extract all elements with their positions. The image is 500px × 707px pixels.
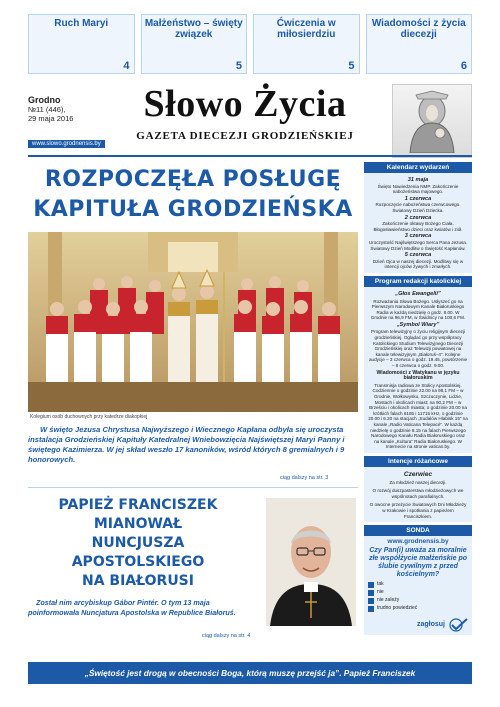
- event-text: Dzień Ojca w naszej diecezji. Modlitwy się w intencji ojców żywych i zmarłych.: [372, 258, 464, 270]
- radio-text: Transmisja radiowa ze Stolicy Apostolskiej. Codziennie o godzinie 22.00 na 98,1 FM – w Grodnie, Wołkowysku, Szczuczynie, Lidzie, Mostach i okolicach miast; na 90,2 FM – w Brześciu i okolicach miasta; o godzinie 20.00 na krótkich falach 6185 i 11715 kHz, o godzinie 20.00 i 6.20 na stacjach „Sudalów Hlabisk 15” na kanale „Radio Vaticana Telepacé”. W każdą niedzielę o godzinie 8.15 na falach Pierwszego Narodowego Kanału Radia Białoruskiego oraz na kanale „Kultura” Radia Białoruskiego. W Internecie na stronie vatican.by.: [368, 382, 468, 450]
- event-date: 5 czerwca: [404, 252, 432, 259]
- teaser-title: Ćwiczenia w miłosierdziu: [276, 18, 336, 40]
- teaser-cwiczenia[interactable]: [253, 14, 360, 74]
- sonda-question: Czy Pan(i) uważa za moralnie złe współżycie małżeńskie po ślubie cywilnym z przed kościelnym?: [368, 546, 468, 578]
- continued-link[interactable]: ciąg dalszy na str. 3: [280, 475, 329, 481]
- teaser-page-number: 5: [235, 60, 242, 72]
- checkbox-icon[interactable]: [368, 598, 374, 604]
- photo-caption: Kolegium osób duchownych przy katedrze diakopkiej: [30, 414, 148, 420]
- program-text: Program telewizyjny o życiu religijnym diecezji grodzieńskiej. Oglądać go przy współpracy Katolickiego Studium Telewizyjnego Diecezji Grodzieńskiej oraz Telewizji powiatowej na kanale telewizyjnym „Białoruś–4”. Kolejne audycje – 3 czerwca o godz. 19.45, powtórzenie – 8 czerwca o godz. 9.00.: [368, 329, 468, 369]
- event-date: 31 maja: [407, 177, 429, 183]
- teaser-title: Ruch Maryi: [54, 18, 109, 29]
- program-header: Program redakcji katolickiej: [364, 276, 472, 287]
- event-text: Uroczystość Najświętszego Serca Pana Jezusa. Światowy Dzień Modlitw o Świętość Kapłanów.: [368, 239, 468, 251]
- event-text: Święto Nawiedzenia NMP. Zakończenie nabożeństwa majowego.: [377, 183, 459, 195]
- intentions-header: Intencje różańcowe: [364, 456, 472, 467]
- program-name: „Symbol Wiary”: [396, 321, 440, 328]
- sonda-option-label: nie: [377, 588, 384, 595]
- checkbox-icon[interactable]: [368, 582, 374, 588]
- header-divider: [28, 155, 472, 157]
- second-headline-line: NA BIAŁORUSI: [82, 573, 194, 589]
- teaser-bar: [28, 14, 472, 74]
- radio-title: Wiadomości z Watykanu w języku białoruskim: [376, 369, 460, 382]
- program-text: Rozważania Słowa Bożego. Usłyszeć go na Pierwszym Narodowym Kanale Białoruskiego Radia w każdą niedzielę o godz. 8.00. W Grodnie na 96,9 FM, w Świdnicy na 100,6 FM.: [370, 298, 466, 321]
- article-divider: [28, 487, 358, 488]
- intention-item: O rozwój duszpasterstwa młodzieżowych we wspólnotach parafialnych.: [372, 488, 464, 499]
- second-body-text: Został nim arcybiskup Gábor Pintér. O tym 13 maja poinformowała Nuncjatura Apostolska w Republice Białoruś.: [28, 598, 236, 617]
- teaser-ruch-maryi[interactable]: [28, 14, 135, 74]
- pope-quote: „Świętość jest drogą w obecności Boga, którą muszę przejść ja”. Papież Franciszek: [28, 662, 472, 684]
- teaser-wiadomosci[interactable]: [366, 14, 473, 74]
- madonna-icon: [392, 84, 472, 158]
- sonda-option[interactable]: [368, 590, 468, 596]
- second-headline-line: NUNCJUSZA APOSTOLSKIEGO: [71, 535, 205, 570]
- main-headline-line: KAPITUŁA GRODZIEŃSKA: [33, 197, 353, 222]
- clergy-group-photo: [28, 232, 358, 412]
- teaser-page-number: 4: [123, 60, 130, 72]
- sonda-site-link[interactable]: www.grodnensis.by: [387, 538, 449, 546]
- teaser-malzenstwo[interactable]: [141, 14, 248, 74]
- checkmark-icon: [448, 618, 468, 632]
- calendar-header: Kalendarz wydarzeń: [364, 162, 472, 173]
- main-lead-text: W święto Jezusa Chrystusa Najwyższego i Wiecznego Kapłana odbyła się uroczysta instalacja Grodzieńskiej Kapituły Katedralnej Wniebowzięcia Najświętszej Maryi Panny i świętego Kazimierza. W jej skład weszło 17 kanoników, wśród których 8 gremialnych i 9 honorowych.: [28, 425, 345, 464]
- teaser-page-number: 5: [348, 60, 355, 72]
- intention-item: Za młodzież naszej diecezji.: [389, 479, 447, 485]
- vote-button[interactable]: [368, 618, 468, 632]
- second-headline: [28, 496, 248, 591]
- sonda-option-label: trudno powiedzieć: [377, 604, 418, 611]
- issue-date: 29 maja 2016: [28, 114, 74, 123]
- issue-city: Grodno: [28, 95, 61, 105]
- vote-label: zagłosuj: [416, 620, 445, 628]
- issue-meta: [28, 96, 73, 123]
- event-text: Rozpoczęcie nabożeństwa czerwcowego. Światowy Dzień Dziecka.: [375, 202, 461, 213]
- sonda-box: [364, 536, 472, 635]
- program-name: „Głos Ewangelii”: [395, 290, 441, 297]
- teaser-title: Wiadomości z życia diecezji: [371, 18, 466, 40]
- checkbox-icon[interactable]: [368, 590, 374, 596]
- issue-number: №11 (446),: [28, 105, 66, 114]
- sonda-option-label: nie zależy: [377, 596, 400, 603]
- sonda-option[interactable]: [368, 582, 468, 588]
- second-headline-line: MIANOWAŁ: [93, 516, 183, 532]
- event-date: 3 czerwca: [404, 233, 432, 240]
- newspaper-subtitle: GAZETA DIECEZJI GRODZIEŃSKIEJ: [136, 130, 354, 142]
- teaser-page-number: 6: [460, 60, 467, 72]
- right-column: [364, 162, 472, 635]
- intention-item: O owocne przeżycie Światowych Dni Młodzieży w Krakowie i spotkania z papieżem Franciszkiem.: [369, 502, 467, 519]
- second-headline-line: PAPIEŻ FRANCISZEK: [58, 497, 218, 513]
- calendar-box: [364, 173, 472, 273]
- program-box: [364, 287, 472, 453]
- newspaper-title: Słowo Życia: [143, 83, 347, 125]
- event-date: 1 czerwca: [404, 195, 432, 202]
- event-date: 2 czerwca: [404, 214, 432, 221]
- continued-link[interactable]: ciąg dalszy na str. 4: [202, 633, 251, 639]
- sonda-option[interactable]: [368, 598, 468, 604]
- teaser-title: Małżeństwo – święty związek: [144, 18, 243, 40]
- sonda-header: SONDA: [364, 525, 472, 536]
- main-headline: [28, 165, 358, 225]
- intentions-box: [364, 467, 472, 522]
- sonda-option[interactable]: [368, 606, 468, 612]
- nuncio-portrait: [266, 498, 356, 626]
- sonda-option-label: tak: [377, 580, 384, 587]
- event-text: Zakończenie oktawy Bożego Ciała. Błogosławieństwo dzieci oraz kwiatów i ziół.: [373, 221, 463, 232]
- checkbox-icon[interactable]: [368, 606, 374, 612]
- intentions-month: Czerwiec: [403, 470, 433, 478]
- main-headline-line: ROZPOCZĘŁA POSŁUGĘ: [44, 167, 342, 192]
- site-link[interactable]: www.slowo.grodnensis.by: [28, 140, 105, 148]
